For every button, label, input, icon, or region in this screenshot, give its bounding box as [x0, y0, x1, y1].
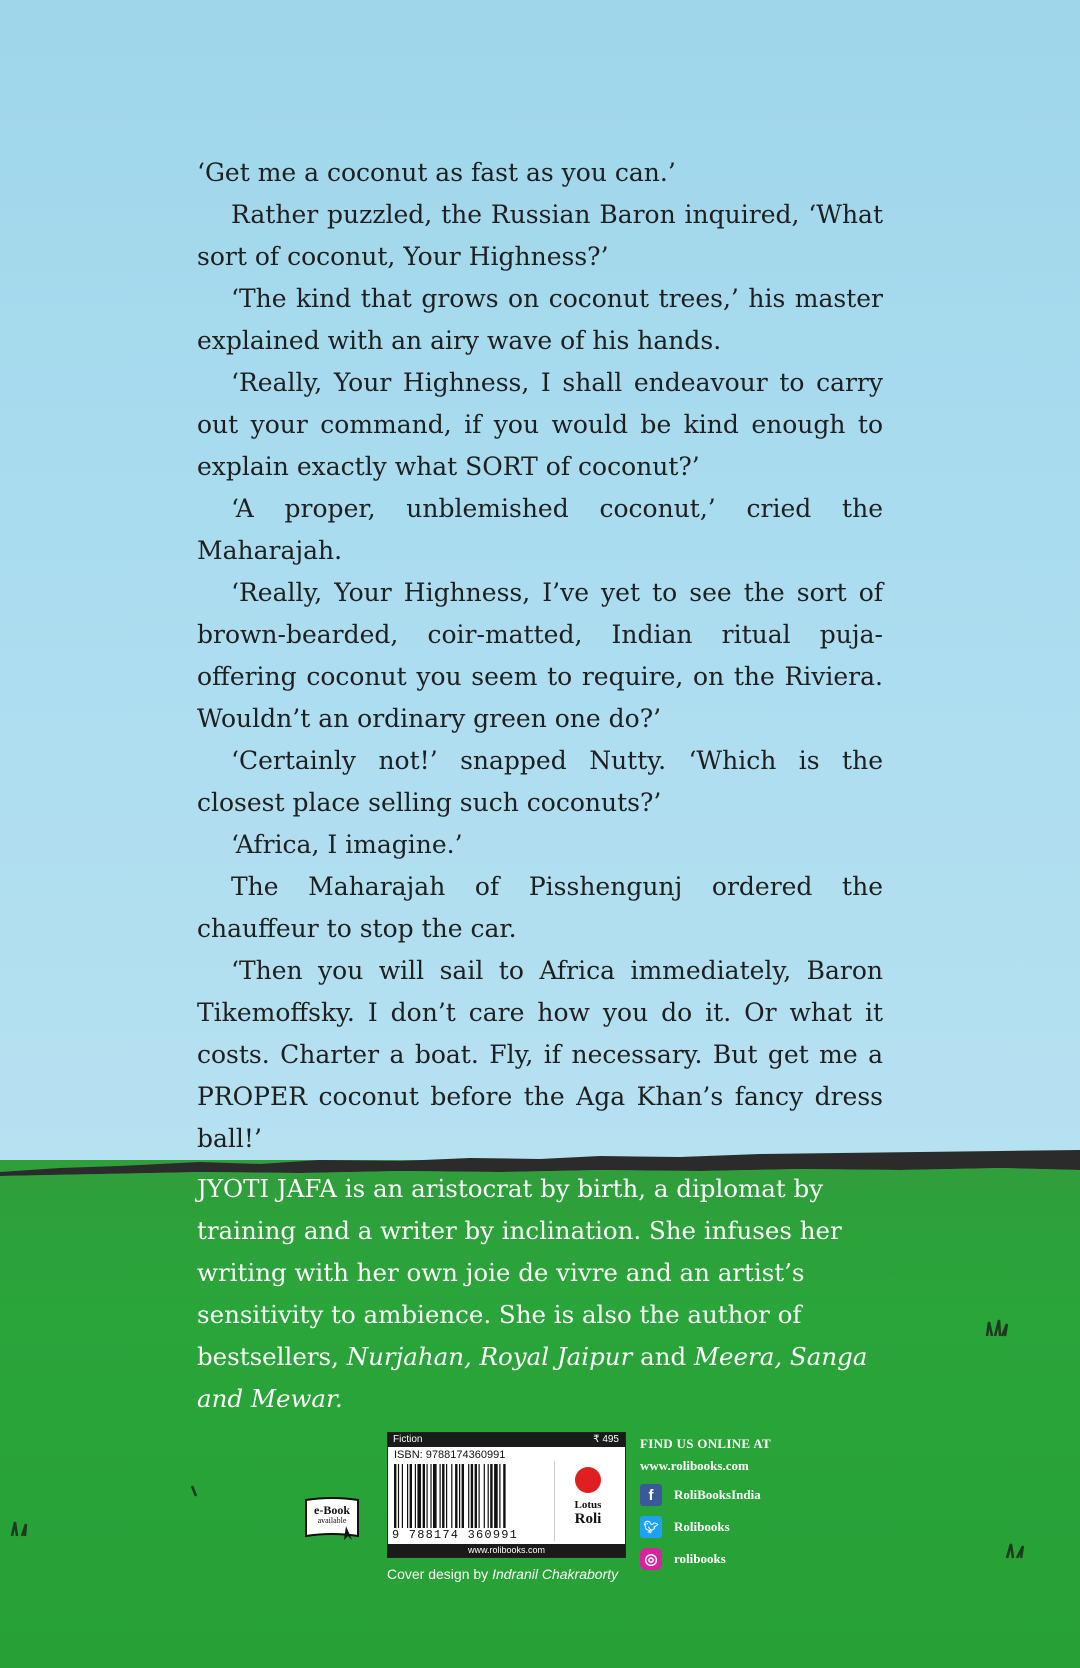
facebook-icon: f: [640, 1484, 662, 1506]
bio-titles-1: Nurjahan, Royal Jaipur: [346, 1342, 633, 1371]
barcode-bar: [415, 1464, 416, 1528]
barcode-bar: [451, 1464, 452, 1528]
story-paragraph: ‘The kind that grows on coconut trees,’ his master explained with an airy wave of his hands.: [197, 284, 883, 355]
instagram-icon: ◎: [640, 1548, 662, 1570]
barcode-bar: [459, 1464, 460, 1528]
barcode-bar: [475, 1464, 477, 1528]
barcode-bar: [446, 1464, 447, 1528]
story-excerpt: [197, 152, 883, 1160]
barcode-bar: [494, 1464, 498, 1528]
barcode-bar: [471, 1464, 473, 1528]
story-paragraph: The Maharajah of Pisshengunj ordered the chauffeur to stop the car.: [197, 872, 883, 943]
barcode-bar: [427, 1464, 428, 1528]
ebook-badge: [302, 1496, 362, 1542]
barcode-bar: [462, 1464, 464, 1528]
lotus-logo-icon: [575, 1467, 601, 1493]
bio-text: JYOTI JAFA is an aristocrat by birth, a diplomat by training and a writer by inclination. She infuses her writing with her own joie de vivre and an artist’s sensitivity to ambience. She is also the author of bestsellers,: [197, 1174, 842, 1371]
barcode-bar: [410, 1464, 412, 1528]
credit-prefix: Cover design by: [387, 1566, 493, 1582]
social-twitter[interactable]: [640, 1516, 840, 1538]
barcode-bar: [402, 1464, 403, 1528]
barcode-bar: [433, 1464, 437, 1528]
online-heading: FIND US ONLINE AT: [640, 1436, 771, 1451]
publisher-logo: [554, 1461, 621, 1541]
barcode-bar: [423, 1464, 425, 1528]
barcode-panel: [387, 1432, 626, 1558]
barcode-bar: [468, 1464, 469, 1528]
social-facebook[interactable]: [640, 1484, 840, 1506]
barcode-bar: [490, 1464, 492, 1528]
author-bio: [197, 1168, 887, 1420]
credit-designer: Indranil Chakraborty: [492, 1566, 619, 1582]
bio-and: and: [632, 1342, 694, 1371]
barcode-footer-url: www.rolibooks.com: [388, 1544, 625, 1557]
facebook-handle: RoliBooksIndia: [674, 1487, 761, 1502]
barcode-bar: [407, 1464, 408, 1528]
author-bio-paragraph: [197, 1168, 887, 1420]
publisher-lotus: Lotus: [574, 1499, 602, 1511]
barcode-bar: [394, 1464, 396, 1528]
story-paragraph: ‘Then you will sail to Africa immediately, Baron Tikemoffsky. I don’t care how you do it. Or what it costs. Charter a boat. Fly, if necessary. But get me a PROPER coconut before the Aga Khan’s fancy dress ball!’: [197, 956, 883, 1153]
find-us-online: [640, 1436, 840, 1570]
barcode-digits: 9 788174 360991: [392, 1528, 519, 1542]
category-label: Fiction: [393, 1434, 423, 1445]
barcode-bars: [394, 1464, 549, 1528]
barcode-bar: [488, 1464, 489, 1528]
barcode-bar: [430, 1464, 431, 1528]
grass-tuft: [190, 1484, 200, 1498]
barcode-bar: [440, 1464, 441, 1528]
story-paragraph: ‘Africa, I imagine.’: [231, 830, 463, 859]
grass-tuft: [985, 1318, 1009, 1338]
barcode-bar: [503, 1464, 505, 1528]
barcode-header: [388, 1433, 625, 1447]
barcode-bar: [455, 1464, 457, 1528]
barcode-bar: [442, 1464, 444, 1528]
story-paragraph: ‘A proper, unblemished coconut,’ cried the Maharajah.: [197, 494, 883, 565]
grass-tuft: [1005, 1540, 1029, 1560]
barcode-bar: [479, 1464, 480, 1528]
bio-titles-2: Meera, Sanga and Mewar.: [197, 1342, 868, 1413]
cover-credit: [387, 1566, 618, 1582]
barcode-bar: [398, 1464, 399, 1528]
barcode-bar: [499, 1464, 500, 1528]
isbn-label: ISBN: 9788174360991: [394, 1449, 506, 1461]
story-paragraph: Rather puzzled, the Russian Baron inquired, ‘What sort of coconut, Your Highness?’: [197, 200, 883, 271]
story-paragraph: ‘Really, Your Highness, I’ve yet to see the sort of brown-bearded, coir-matted, Indian ritual puja-offering coconut you seem to require, on the Riviera. Wouldn’t an ordinary green one do?’: [197, 578, 883, 733]
instagram-handle: rolibooks: [674, 1551, 726, 1566]
story-paragraph: ‘Certainly not!’ snapped Nutty. ‘Which is the closest place selling such coconuts?’: [197, 746, 883, 817]
barcode-bar: [484, 1464, 485, 1528]
publisher-roli: Roli: [574, 1511, 602, 1527]
twitter-icon: 🐦︎: [640, 1516, 662, 1538]
grass-tuft: [10, 1518, 34, 1538]
twitter-handle: Rolibooks: [674, 1519, 730, 1534]
website-link[interactable]: www.rolibooks.com: [640, 1458, 749, 1473]
barcode-bar: [417, 1464, 421, 1528]
ebook-sublabel: available: [317, 1516, 347, 1525]
ebook-label: e-Book: [314, 1503, 350, 1517]
price-label: ₹ 495: [593, 1434, 619, 1445]
story-paragraph: ‘Really, Your Highness, I shall endeavour to carry out your command, if you would be kind enough to explain exactly what SORT of coconut?’: [197, 368, 883, 481]
social-instagram[interactable]: [640, 1548, 840, 1570]
story-paragraph: ‘Get me a coconut as fast as you can.’: [197, 158, 676, 187]
